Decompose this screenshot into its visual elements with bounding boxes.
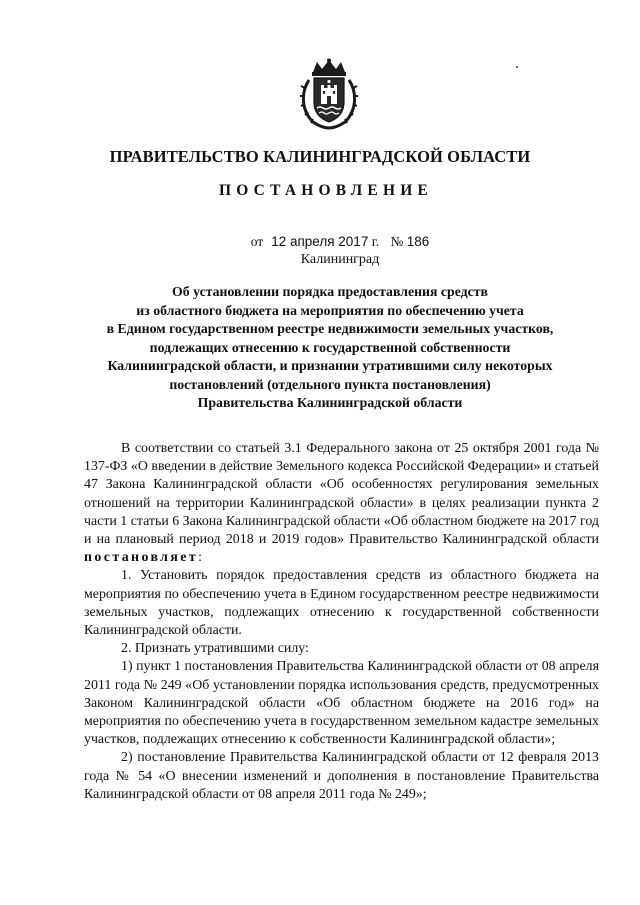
number-sign: № <box>390 234 404 249</box>
document-body <box>84 440 599 804</box>
document-subject <box>60 283 600 413</box>
city: Калининград <box>300 252 380 267</box>
decree-colon: : <box>198 550 202 566</box>
preamble-text: В соответствии со статьей 3.1 Федерального закона от 25 октября 2001 года № 137-ФЗ «О введении в действие Земельного кодекса Российской Федерации» и статьей 47 Закона Калининградской области «Об особенностях регулирования земельных отношений на территории Калининградской области» в целях реализации пункта 2 части 1 статьи 6 Закона Калининградской области «Об областном бюджете на 2017 год и на плановый период 2018 и 2019 годов» Правительство Калининградской области <box>84 441 599 548</box>
date-value: 12 апреля 2017 <box>271 234 369 249</box>
date-suffix: г. <box>371 234 380 249</box>
item-2-2: 2) постановление Правительства Калининградской области от 12 февраля 2013 года № 54 «О внесении изменений и дополнения в постановление Правительства Калининградской области от 08 апреля 2011 года № 249»; <box>84 750 599 802</box>
subject-line: в Едином государственном реестре недвижимости земельных участков, <box>106 321 554 336</box>
item-2: 2. Признать утратившими силу: <box>121 641 309 657</box>
subject-line: подлежащих отнесению к государственной собственности <box>149 339 511 355</box>
document-type: ПОСТАНОВЛЕНИЕ <box>218 182 434 199</box>
subject-line: Об установлении порядка предоставления средств <box>172 284 488 299</box>
subject-line: из областного бюджета на мероприятия по обеспечению учета <box>136 302 524 318</box>
subject-line: Правительства Калининградской области <box>197 395 463 410</box>
preamble-paragraph <box>84 440 599 567</box>
scan-speck <box>516 66 518 68</box>
date-prefix: от <box>250 234 264 249</box>
coat-of-arms-icon <box>299 58 359 130</box>
subject-line: постановлений (отдельного пункта постановления) <box>169 376 491 392</box>
subject-line: Калининградской области, и признании утратившими силу некоторых <box>107 358 553 373</box>
government-title: ПРАВИТЕЛЬСТВО КАЛИНИНГРАДСКОЙ ОБЛАСТИ <box>109 147 531 166</box>
decree-word: постановляет <box>84 550 199 566</box>
number-value: 186 <box>406 234 430 249</box>
coat-of-arms-emblem <box>299 58 359 130</box>
item-2-1: 1) пункт 1 постановления Правительства Калининградской области от 08 апреля 2011 года № 249 «Об установлении порядка использования средств, предусмотренных Законом Калининградской области «Об областном бюджете на 2016 год» на мероприятия по обеспечению учета в государственном земельном кадастре земельных участков, подлежащих отнесению к собственности Калининградской области»; <box>84 659 599 748</box>
item-1: 1. Установить порядок предоставления средств из областного бюджета на мероприятия по обеспечению учета в Едином государственном реестре недвижимости земельных участков, подлежащих отнесению к государственной собственности Калининградской области. <box>84 568 599 639</box>
date-number-line <box>0 234 640 250</box>
